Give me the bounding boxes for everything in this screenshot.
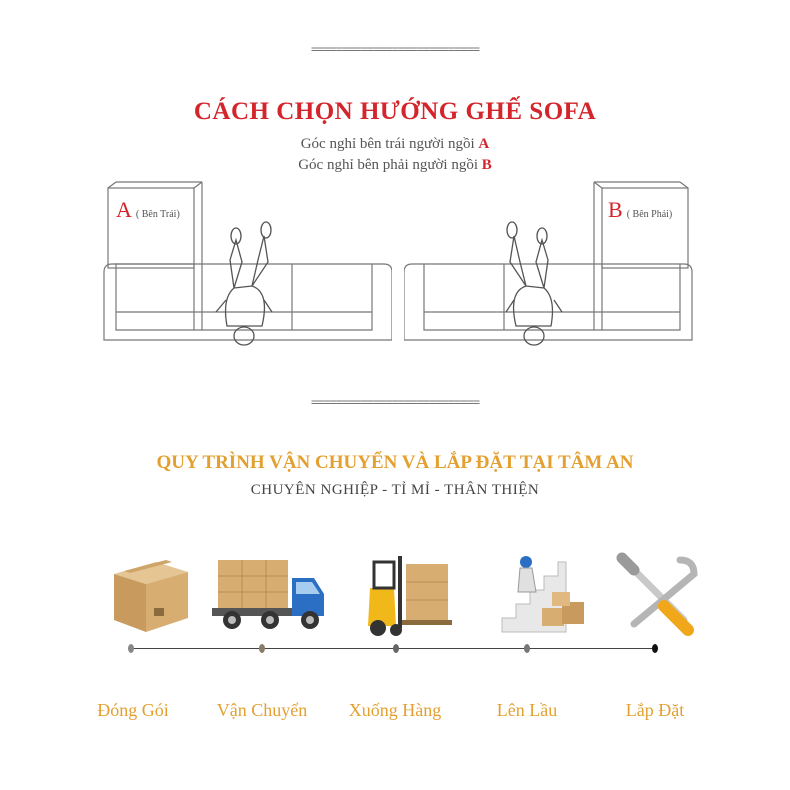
top-divider: =========================== <box>310 42 480 56</box>
timeline-dot <box>128 644 134 653</box>
step-label-unloading: Xuống Hàng <box>348 700 442 720</box>
left-sofa-note: ( Bên Trái) <box>135 209 180 220</box>
cardboard-box-icon <box>96 548 206 638</box>
delivery-process-title: QUY TRÌNH VẬN CHUYỂN VÀ LẮP ĐẶT TẠI TÂM AN <box>156 452 634 473</box>
delivery-truck-icon <box>210 548 330 638</box>
timeline-dot <box>259 644 265 653</box>
step-label-packing: Đóng Gói <box>97 700 169 720</box>
left-corner-note <box>0 136 790 153</box>
right-corner-text: Góc nghỉ bên phải người ngồi <box>298 157 479 173</box>
step-label-shipping: Vận Chuyển <box>216 700 308 720</box>
right-sofa-label <box>608 197 672 223</box>
sofa-direction-title: CÁCH CHỌN HƯỚNG GHẾ SOFA <box>193 98 597 125</box>
delivery-process-subtitle: CHUYÊN NGHIỆP - TỈ MỈ - THÂN THIỆN <box>250 482 540 498</box>
timeline-dot <box>652 644 658 653</box>
stairs-worker-icon <box>496 548 606 638</box>
right-corner-note <box>0 157 790 174</box>
middle-divider: =========================== <box>310 395 480 409</box>
left-sofa-label <box>116 197 180 223</box>
step-label-installation: Lắp Đặt <box>625 700 685 720</box>
right-sofa-note: ( Bên Phải) <box>626 209 673 220</box>
left-corner-text: Góc nghỉ bên trái người ngồi <box>300 136 475 152</box>
left-corner-mark: A <box>478 136 490 152</box>
right-corner-mark: B <box>481 157 492 173</box>
right-sofa-letter: B <box>608 197 623 222</box>
timeline-dot <box>524 644 530 653</box>
left-sofa-letter: A <box>116 197 132 222</box>
forklift-icon <box>360 548 470 638</box>
timeline-dot <box>393 644 399 653</box>
tools-icon <box>606 548 716 638</box>
step-label-upstairs: Lên Lầu <box>496 700 558 720</box>
